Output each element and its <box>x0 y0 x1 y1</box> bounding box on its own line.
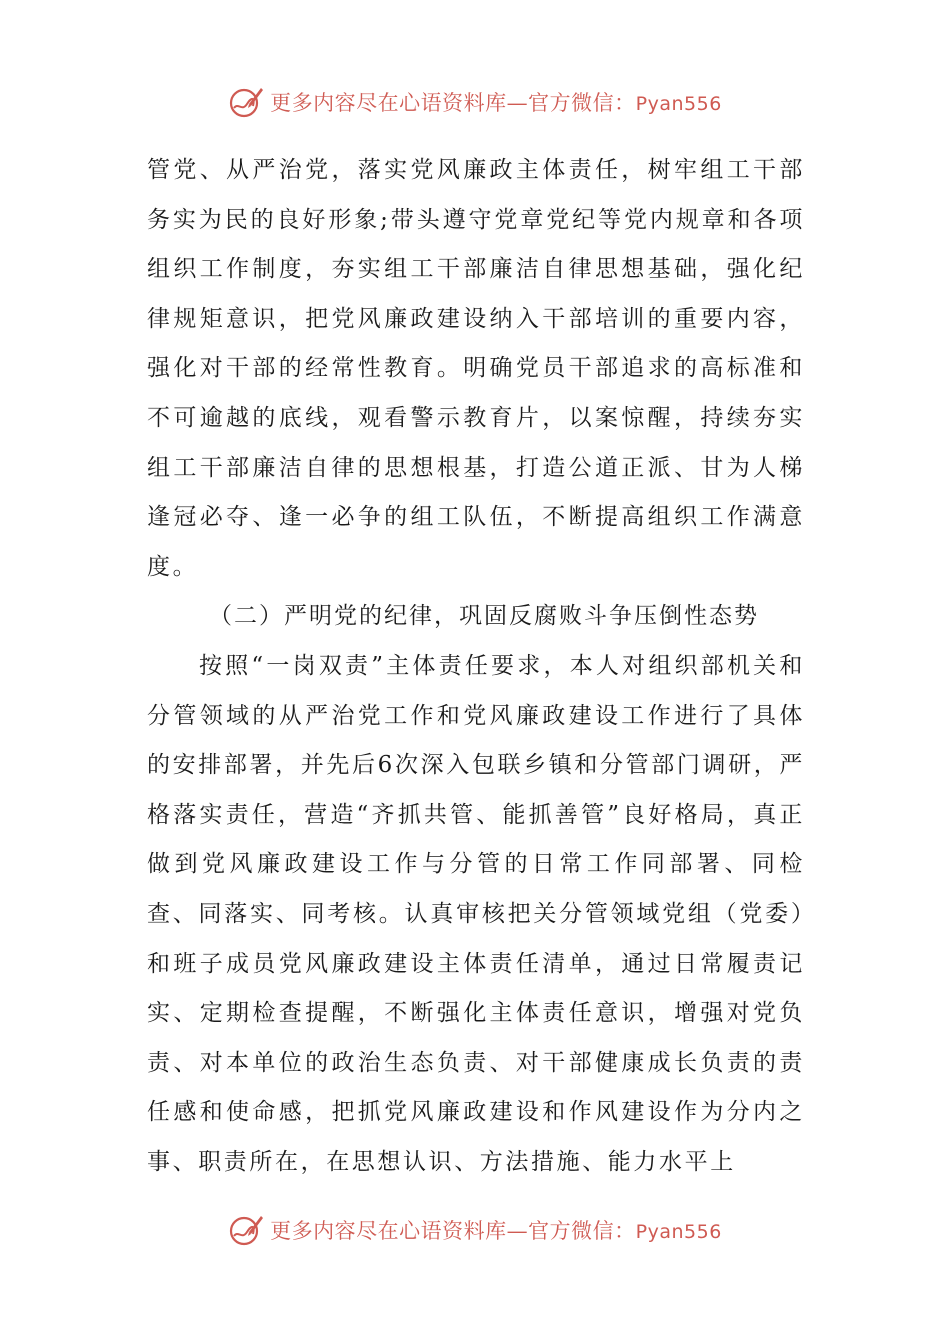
pen-signature-logo-icon <box>228 84 264 120</box>
paragraph-continuation: 管党、从严治党，落实党风廉政主体责任，树牢组工干部务实为民的良好形象;带头遵守党章党纪等党内规章和各项组织工作制度，夯实组工干部廉洁自律思想基础，强化纪律规矩意识，把党风廉政建设纳入干部培训的重要内容，强化对干部的经常性教育。明确党员干部追求的高标准和不可逾越的底线，观看警示教育片，以案惊醒，持续夯实组工干部廉洁自律的思想根基，打造公道正派、甘为人梯逢冠必夺、逢一必争的组工队伍，不断提高组织工作满意度。 <box>147 157 805 580</box>
wechat-id: Pyan556 <box>635 93 722 115</box>
paragraph-body: 按照“一岗双责”主体责任要求，本人对组织部机关和分管领域的从严治党工作和党风廉政建设工作进行了具体的安排部署，并先后6次深入包联乡镇和分管部门调研，严格落实责任，营造“齐抓共管、能抓善管”良好格局，真正做到党风廉政建设工作与分管的日常工作同部署、同检查、同落实、同考核。认真审核把关分管领域党组（党委）和班子成员党风廉政建设主体责任清单，通过日常履责记实、定期检查提醒，不断强化主体责任意识，增强对党负责、对本单位的政治生态负责、对干部健康成长负责的责任感和使命感，把抓党风廉政建设和作风建设作为分内之事、职责所在，在思想认识、方法措施、能力水平上 <box>147 652 805 1175</box>
section-heading: （二）严明党的纪律，巩固反腐败斗争压倒性态势 <box>209 603 759 630</box>
document-body <box>147 146 805 1187</box>
watermark-text: 更多内容尽在心语资料库—官方微信：Pyan556 <box>270 91 722 115</box>
pen-signature-logo-icon <box>228 1212 264 1248</box>
wechat-id: Pyan556 <box>635 1221 722 1243</box>
watermark-banner-top <box>0 82 950 122</box>
watermark-text: 更多内容尽在心语资料库—官方微信：Pyan556 <box>270 1219 722 1243</box>
watermark-banner-bottom <box>0 1210 950 1250</box>
